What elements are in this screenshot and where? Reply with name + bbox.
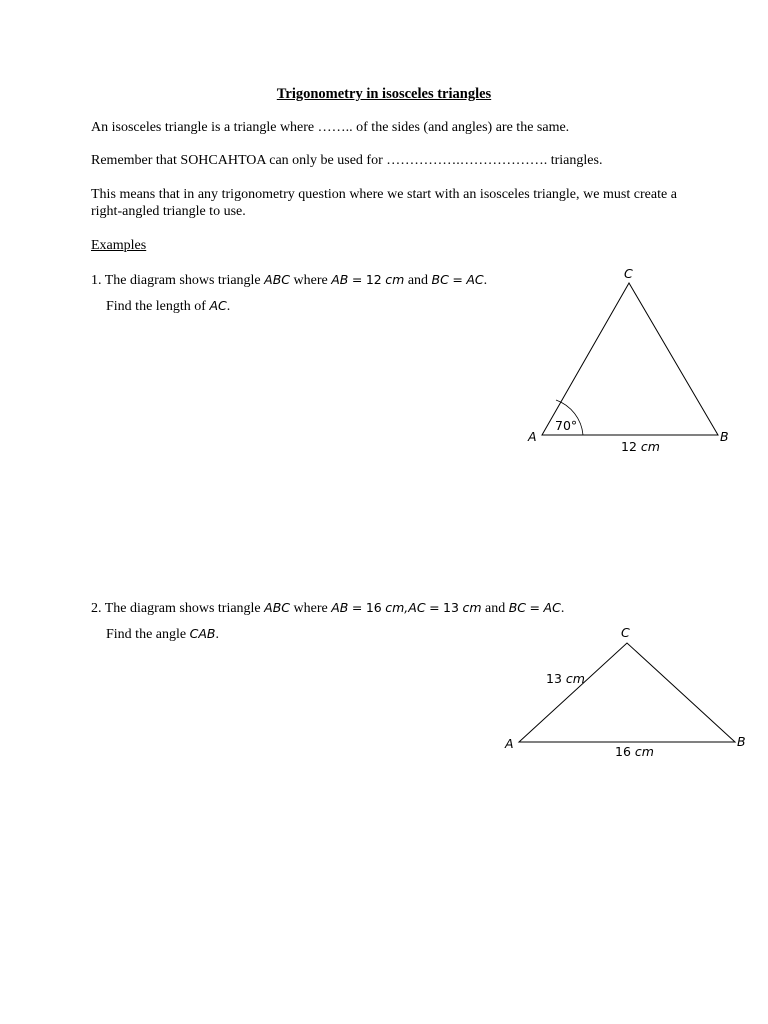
example-1-find-period: . (226, 299, 231, 314)
example-2-base-value: 16 (615, 744, 631, 759)
example-1-find-text: Find the length of (106, 299, 206, 314)
example-1-unit: cm (385, 272, 405, 287)
example-1-equals-2: = (452, 272, 463, 287)
example-2-side-label (546, 671, 585, 686)
example-2-text-b: where (293, 601, 328, 616)
example-1-number: 1. (91, 273, 102, 288)
example-1-text-b: where (293, 273, 328, 288)
example-2-triangle (519, 643, 735, 742)
example-2-statement (91, 599, 564, 617)
example-2-find-target: CAB (189, 626, 216, 641)
example-1-side-bc: BC (431, 272, 449, 287)
example-2-period: . (560, 601, 565, 616)
example-1-vertex-b: B (720, 429, 729, 444)
example-2-text-a: The diagram shows triangle (104, 601, 261, 616)
example-2-side-ab: AB (331, 600, 349, 615)
example-2-side-value: 13 (546, 671, 562, 686)
example-1-vertex-a: A (528, 429, 537, 444)
example-1-angle-label: 70° (555, 418, 578, 433)
example-2-side-bc: BC (508, 600, 527, 615)
example-1-base-label (621, 439, 660, 454)
example-2-find-text: Find the angle (106, 627, 187, 642)
example-1-find-target: AC (209, 298, 227, 313)
example-2-side-ac-2: AC (543, 600, 561, 615)
example-2-vertex-c: C (621, 625, 630, 640)
example-2-triangle-name: ABC (264, 600, 291, 615)
example-1-statement (91, 271, 487, 289)
example-1-period: . (483, 273, 488, 288)
example-1-side-ac: AC (466, 272, 484, 287)
example-2-vertex-b: B (737, 734, 746, 749)
example-2-side-ac: AC (408, 600, 426, 615)
examples-heading: Examples (91, 238, 147, 253)
example-1-base-unit: cm (640, 439, 660, 454)
example-2-base-unit: cm (634, 744, 654, 759)
example-1-question (106, 297, 230, 315)
example-1-equals: = (351, 272, 363, 287)
intro-line-2: Remember that SOHCAHTOA can only be used for …………….………………. triangles. (91, 153, 603, 168)
example-2-find-period: . (215, 627, 219, 642)
example-2-and: and (485, 601, 506, 616)
example-1-text-a: The diagram shows triangle (104, 273, 261, 288)
example-2-unit-2: cm (462, 600, 482, 615)
example-1-ab-value: 12 (365, 272, 382, 287)
example-1-base-value: 12 (621, 439, 637, 454)
example-2-equals: = (351, 600, 363, 615)
example-2-triangle-diagram (495, 620, 755, 770)
example-2-base-label (615, 744, 654, 759)
example-1-triangle-name: ABC (264, 272, 291, 287)
example-1-side-ab: AB (331, 272, 349, 287)
example-1-triangle-diagram (515, 260, 745, 460)
intro-line-1: An isosceles triangle is a triangle where …….. of the sides (and angles) are the same. (91, 120, 570, 135)
page-title: Trigonometry in isosceles triangles (276, 86, 492, 102)
example-1-vertex-c: C (624, 266, 633, 281)
example-2-question (106, 625, 219, 643)
intro-paragraph: This means that in any trigonometry question where we start with an isosceles triangle, we must create a right-angled triangle to use. (91, 187, 677, 219)
example-2-ac-value: 13 (443, 600, 459, 615)
example-2-number: 2. (91, 601, 102, 616)
example-1-triangle (542, 283, 718, 435)
example-2-equals-2: = (429, 600, 440, 615)
example-2-ab-value: 16 (365, 600, 382, 615)
example-2-equals-3: = (529, 600, 541, 615)
example-2-vertex-a: A (505, 736, 514, 751)
example-2-side-unit: cm (565, 671, 585, 686)
example-1-and: and (407, 273, 429, 288)
example-2-unit: cm, (385, 600, 409, 615)
